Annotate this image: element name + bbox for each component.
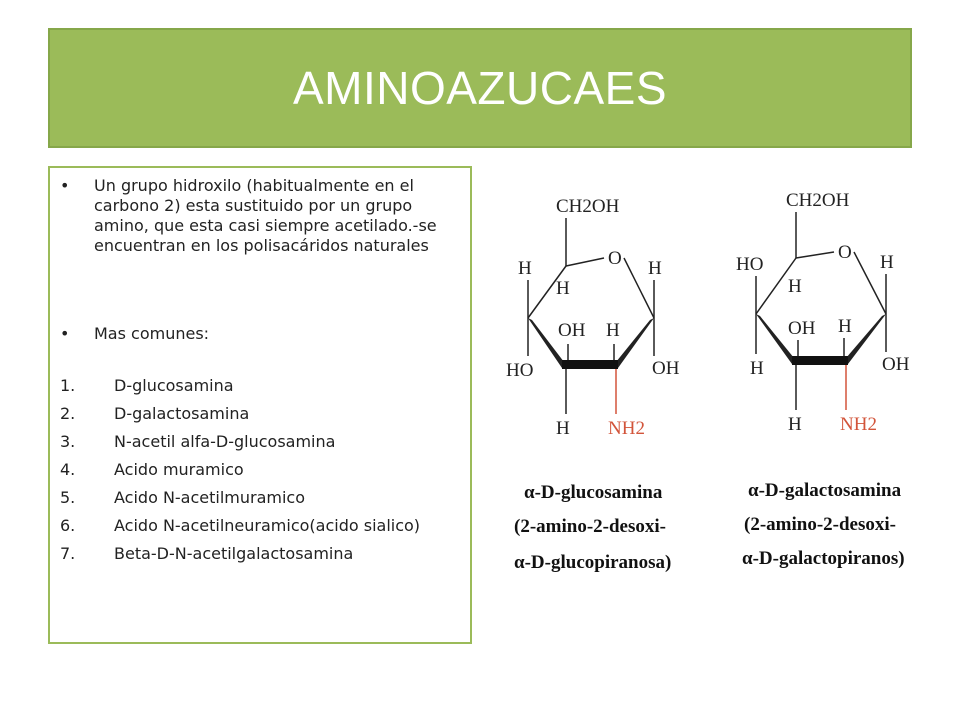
list-text: Acido muramico	[114, 460, 244, 479]
ring-oxygen-label: O	[608, 248, 622, 269]
h-inner-label: H	[556, 278, 570, 299]
bullet-item	[60, 176, 462, 256]
glucosamine-structure	[506, 196, 680, 573]
bottom-h-label: H	[788, 414, 802, 435]
oh-right-label: OH	[882, 354, 910, 375]
list-number: 3.	[60, 432, 76, 451]
list-item	[60, 488, 462, 508]
list-text: D-galactosamina	[114, 404, 250, 423]
ho-left-label: HO	[736, 254, 764, 275]
list-text: N-acetil alfa-D-glucosamina	[114, 432, 336, 451]
content-box	[48, 166, 472, 644]
ring-oxygen-label: O	[838, 242, 852, 263]
list-number: 7.	[60, 544, 76, 563]
caption-line-2: (2-amino-2-desoxi-	[744, 514, 896, 535]
list-item	[60, 460, 462, 480]
list-item	[60, 404, 462, 424]
list-number: 4.	[60, 460, 76, 479]
caption-line-1: α-D-galactosamina	[748, 480, 902, 501]
list-number: 6.	[60, 516, 76, 535]
list-item	[60, 432, 462, 452]
nh2-label: NH2	[608, 418, 645, 439]
bullet-text: Un grupo hidroxilo (habitualmente en el carbono 2) esta sustituido por un grupo amino, que esta casi siempre acetilado.-se encuentran en los polisacáridos naturales	[94, 176, 437, 255]
h-left-lower-label: H	[750, 358, 764, 379]
bullet-dot: •	[60, 324, 70, 343]
bullet-text: Mas comunes:	[94, 324, 210, 343]
caption-line-3: α-D-glucopiranosa)	[514, 552, 672, 573]
ch2oh-label: CH2OH	[786, 190, 850, 211]
bottom-h-label: H	[556, 418, 570, 439]
h-right-label: H	[648, 258, 662, 279]
slide-title: AMINOAZUCAES	[292, 62, 668, 114]
list-number: 5.	[60, 488, 76, 507]
list-item	[60, 544, 462, 564]
ho-left-label: HO	[506, 360, 534, 381]
list-text: Acido N-acetilneuramico(acido sialico)	[114, 516, 421, 535]
amino-sugar-list	[60, 376, 462, 572]
caption-line-2: (2-amino-2-desoxi-	[514, 516, 666, 537]
list-item	[60, 376, 462, 396]
list-text: Beta-D-N-acetilgalactosamina	[114, 544, 354, 563]
list-number: 1.	[60, 376, 76, 395]
oh-inner-label: OH	[788, 318, 816, 339]
h-inner-label: H	[788, 276, 802, 297]
h-left-label: H	[518, 258, 532, 279]
ch2oh-label: CH2OH	[556, 196, 620, 217]
h-right-label: H	[880, 252, 894, 273]
h-inner2-label: H	[606, 320, 620, 341]
list-number: 2.	[60, 404, 76, 423]
caption-line-3: α-D-galactopiranos)	[742, 548, 905, 569]
galactosamine-structure	[736, 190, 910, 569]
caption-line-1: α-D-glucosamina	[524, 482, 663, 503]
haworth-structures-figure	[492, 168, 932, 608]
oh-right-label: OH	[652, 358, 680, 379]
oh-inner-label: OH	[558, 320, 586, 341]
bullet-item	[60, 324, 462, 344]
nh2-label: NH2	[840, 414, 877, 435]
bullet-dot: •	[60, 176, 70, 195]
list-text: D-glucosamina	[114, 376, 234, 395]
list-item	[60, 516, 462, 536]
title-bar	[48, 28, 912, 148]
list-text: Acido N-acetilmuramico	[114, 488, 306, 507]
h-inner2-label: H	[838, 316, 852, 337]
